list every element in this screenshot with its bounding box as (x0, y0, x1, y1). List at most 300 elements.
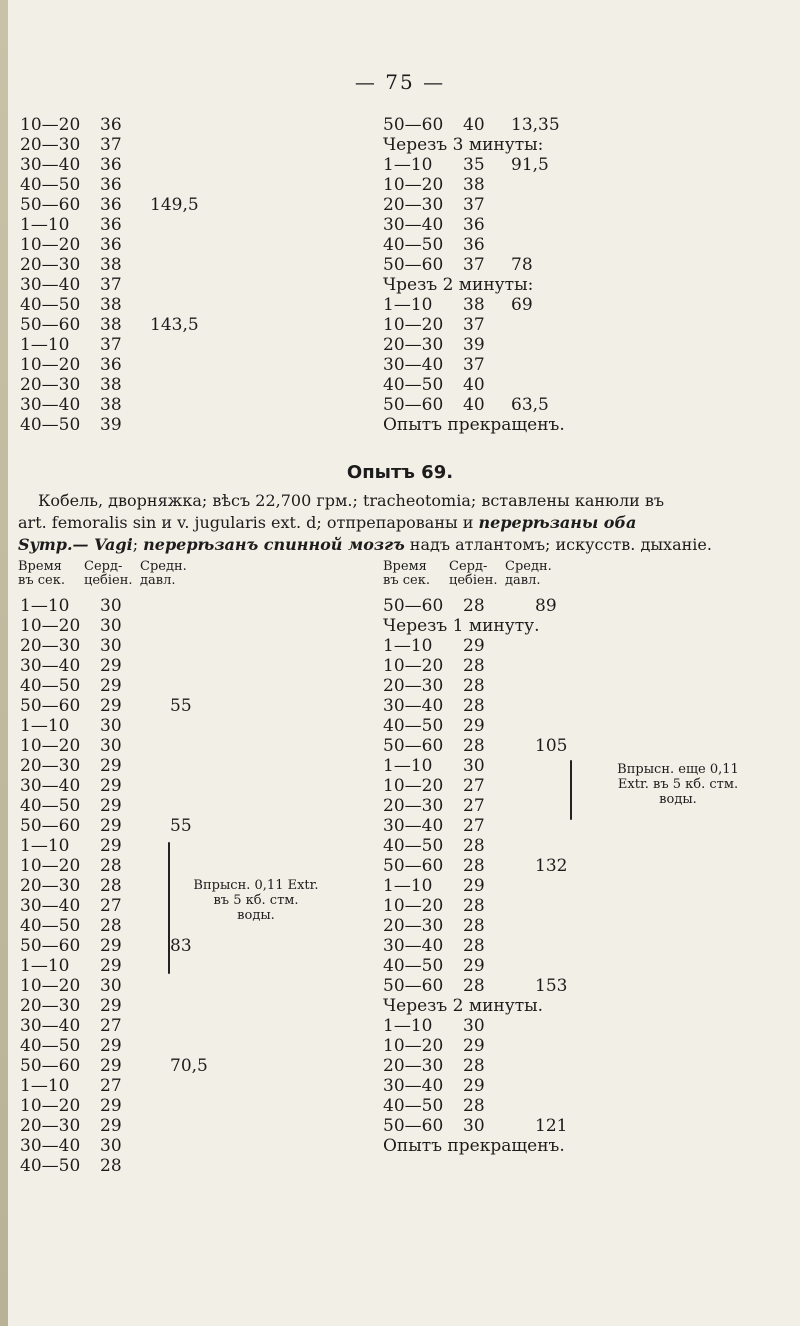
heart-cell: 30 (100, 976, 122, 996)
heart-cell: 29 (463, 1036, 485, 1056)
time-cell: 1—10 (20, 1076, 70, 1096)
time-cell: 10—20 (20, 1096, 81, 1116)
table-row (383, 155, 571, 175)
time-cell: 1—10 (20, 335, 70, 355)
top-left-table (20, 115, 210, 435)
time-cell: 40—50 (20, 1156, 81, 1176)
note-row (383, 1136, 595, 1156)
heart-cell: 28 (463, 1056, 485, 1076)
table-row (20, 315, 210, 335)
injection-right-line-2: Extr. въ 5 кб. стм. (617, 777, 739, 792)
heart-cell: 37 (463, 315, 485, 335)
note-text: Опытъ прекращенъ. (383, 415, 565, 435)
heart-cell: 36 (463, 215, 485, 235)
heart-cell: 29 (100, 1036, 122, 1056)
table-row (20, 936, 230, 956)
injection-note-right (578, 762, 778, 807)
table-row (383, 876, 595, 896)
table-row (383, 375, 571, 395)
pressure-cell: 13,35 (511, 115, 560, 135)
pressure-cell: 78 (511, 255, 533, 275)
heart-cell: 40 (463, 115, 485, 135)
description-line-2 (18, 512, 790, 534)
heart-cell: 28 (463, 656, 485, 676)
injection-note-left (176, 878, 336, 923)
heart-cell: 38 (463, 295, 485, 315)
time-cell: 1—10 (383, 155, 433, 175)
heart-cell: 39 (100, 415, 122, 435)
table-row (20, 856, 230, 876)
bottom-right-table (383, 596, 595, 1156)
time-cell: 50—60 (20, 1056, 81, 1076)
table-row (383, 716, 595, 736)
time-cell: 30—40 (20, 275, 81, 295)
heart-cell: 27 (463, 816, 485, 836)
table-row (383, 856, 595, 876)
heart-cell: 37 (100, 275, 122, 295)
description-line-3b: ; (132, 535, 144, 554)
heart-cell: 29 (463, 956, 485, 976)
time-cell: 50—60 (383, 596, 444, 616)
time-cell: 40—50 (20, 916, 81, 936)
heart-cell: 29 (100, 776, 122, 796)
note-row (383, 135, 571, 155)
heart-cell: 29 (100, 1056, 122, 1076)
heart-cell: 29 (100, 996, 122, 1016)
injection-left-line-3: воды. (237, 908, 275, 923)
pressure-cell: 83 (170, 936, 192, 956)
column-headers-left-row-2 (18, 574, 187, 588)
heart-cell: 38 (100, 375, 122, 395)
heart-cell: 29 (100, 816, 122, 836)
table-row (20, 355, 210, 375)
heart-cell: 36 (463, 235, 485, 255)
time-cell: 10—20 (20, 355, 81, 375)
table-row (20, 736, 230, 756)
time-cell: 30—40 (383, 355, 444, 375)
description-line-2a: art. femoralis sin и v. jugularis ext. d; отпрепарованы и (18, 513, 479, 532)
table-row (20, 1036, 230, 1056)
time-cell: 20—30 (20, 135, 81, 155)
heart-cell: 37 (463, 355, 485, 375)
heart-cell: 36 (100, 195, 122, 215)
time-cell: 50—60 (20, 696, 81, 716)
heart-cell: 29 (100, 656, 122, 676)
time-cell: 50—60 (383, 736, 444, 756)
table-row (20, 175, 210, 195)
time-cell: 20—30 (20, 756, 81, 776)
time-cell: 20—30 (383, 335, 444, 355)
heart-cell: 38 (100, 395, 122, 415)
heart-cell: 30 (100, 716, 122, 736)
heart-cell: 35 (463, 155, 485, 175)
table-row (383, 175, 571, 195)
pressure-cell: 69 (511, 295, 533, 315)
heart-cell: 28 (463, 676, 485, 696)
time-cell: 10—20 (20, 115, 81, 135)
time-cell: 10—20 (383, 1036, 444, 1056)
time-cell: 30—40 (20, 776, 81, 796)
time-cell: 40—50 (20, 295, 81, 315)
time-cell: 20—30 (383, 1056, 444, 1076)
time-cell: 40—50 (383, 235, 444, 255)
time-cell: 20—30 (20, 255, 81, 275)
heart-cell: 28 (463, 836, 485, 856)
heart-cell: 28 (463, 896, 485, 916)
pressure-cell: 105 (535, 736, 568, 756)
heart-cell: 30 (100, 1136, 122, 1156)
heart-cell: 27 (100, 1016, 122, 1036)
heart-cell: 29 (100, 1096, 122, 1116)
time-cell: 40—50 (20, 415, 81, 435)
pressure-cell: 63,5 (511, 395, 549, 415)
table-row (383, 335, 571, 355)
time-cell: 10—20 (383, 776, 444, 796)
heart-cell: 37 (463, 195, 485, 215)
heart-cell: 29 (100, 796, 122, 816)
table-row (20, 1136, 230, 1156)
table-row (383, 636, 595, 656)
note-text: Черезъ 2 минуты. (383, 996, 544, 1016)
column-headers-left-row-1 (18, 560, 187, 574)
page-number: — 75 — (354, 70, 446, 94)
heart-cell: 27 (100, 1076, 122, 1096)
time-cell: 30—40 (383, 215, 444, 235)
pressure-cell: 55 (170, 696, 192, 716)
table-row (20, 375, 210, 395)
time-cell: 1—10 (20, 836, 70, 856)
time-cell: 10—20 (20, 856, 81, 876)
description-line-3a: Symp.— Vagi (18, 535, 133, 554)
table-row (383, 696, 595, 716)
header-heart-sub: цебіен. (449, 573, 498, 588)
table-row (383, 1116, 595, 1136)
header-pressure-sub: давл. (505, 573, 541, 588)
table-row (383, 976, 595, 996)
heart-cell: 29 (100, 936, 122, 956)
injection-right-line-3: воды. (659, 792, 697, 807)
heart-cell: 40 (463, 395, 485, 415)
header-pressure: Средн. (505, 559, 552, 574)
heart-cell: 39 (463, 335, 485, 355)
table-row (383, 776, 595, 796)
time-cell: 20—30 (20, 1116, 81, 1136)
time-cell: 10—20 (20, 616, 81, 636)
pressure-cell: 143,5 (150, 315, 199, 335)
description-line-3 (18, 534, 790, 556)
heart-cell: 30 (100, 596, 122, 616)
heart-cell: 28 (463, 696, 485, 716)
heart-cell: 29 (463, 636, 485, 656)
time-cell: 30—40 (20, 896, 81, 916)
table-row (20, 796, 230, 816)
note-row (383, 616, 595, 636)
pressure-cell: 121 (535, 1116, 568, 1136)
heart-cell: 30 (463, 756, 485, 776)
time-cell: 30—40 (20, 1016, 81, 1036)
heart-cell: 28 (463, 856, 485, 876)
note-text: Черезъ 3 минуты: (383, 135, 544, 155)
table-row (20, 195, 210, 215)
heart-cell: 30 (100, 736, 122, 756)
table-row (20, 415, 210, 435)
time-cell: 1—10 (383, 636, 433, 656)
column-headers-left (18, 560, 187, 588)
heart-cell: 27 (463, 776, 485, 796)
pressure-cell: 55 (170, 816, 192, 836)
time-cell: 30—40 (20, 395, 81, 415)
heart-cell: 36 (100, 175, 122, 195)
brace-right (570, 760, 572, 820)
time-cell: 10—20 (383, 175, 444, 195)
table-row (20, 1096, 230, 1116)
time-cell: 10—20 (383, 896, 444, 916)
heart-cell: 28 (463, 976, 485, 996)
pressure-cell: 149,5 (150, 195, 199, 215)
heart-cell: 28 (100, 1156, 122, 1176)
description-line-1: Кобель, дворняжка; вѣсъ 22,700 грм.; tracheotomia; вставлены канюли въ (38, 491, 665, 510)
brace-left (168, 842, 170, 974)
table-row (20, 676, 230, 696)
heart-cell: 27 (463, 796, 485, 816)
time-cell: 40—50 (383, 1096, 444, 1116)
column-headers-right (383, 560, 552, 588)
table-row (20, 816, 230, 836)
table-row (383, 1096, 595, 1116)
note-text: Опытъ прекращенъ. (383, 1136, 565, 1156)
table-row (20, 115, 210, 135)
time-cell: 50—60 (383, 255, 444, 275)
page-edge-shadow (0, 0, 8, 1326)
table-row (20, 255, 210, 275)
header-time-sub: въ сек. (383, 573, 430, 588)
experiment-description (18, 490, 790, 556)
table-row (20, 656, 230, 676)
table-row (383, 1036, 595, 1056)
time-cell: 20—30 (20, 876, 81, 896)
header-heart: Серд- (449, 559, 488, 574)
table-row (383, 315, 571, 335)
time-cell: 40—50 (20, 1036, 81, 1056)
header-heart-sub: цебіен. (84, 573, 133, 588)
heart-cell: 38 (100, 255, 122, 275)
table-row (20, 776, 230, 796)
heart-cell: 36 (100, 355, 122, 375)
time-cell: 40—50 (383, 375, 444, 395)
table-row (383, 355, 571, 375)
table-row (383, 295, 571, 315)
table-row (383, 816, 595, 836)
heart-cell: 29 (100, 836, 122, 856)
time-cell: 40—50 (20, 676, 81, 696)
heart-cell: 38 (100, 315, 122, 335)
table-row (20, 155, 210, 175)
table-row (383, 596, 595, 616)
time-cell: 30—40 (20, 1136, 81, 1156)
time-cell: 30—40 (383, 696, 444, 716)
time-cell: 1—10 (20, 956, 70, 976)
heart-cell: 29 (100, 696, 122, 716)
table-row (20, 756, 230, 776)
column-headers-right-row-1 (383, 560, 552, 574)
time-cell: 10—20 (20, 976, 81, 996)
table-row (20, 956, 230, 976)
heart-cell: 30 (463, 1016, 485, 1036)
pressure-cell: 153 (535, 976, 568, 996)
time-cell: 20—30 (20, 375, 81, 395)
time-cell: 30—40 (20, 656, 81, 676)
time-cell: 40—50 (383, 836, 444, 856)
table-row (383, 796, 595, 816)
column-headers-right-row-2 (383, 574, 552, 588)
injection-left-line-2: въ 5 кб. стм. (213, 893, 299, 908)
table-row (20, 275, 210, 295)
time-cell: 30—40 (383, 816, 444, 836)
time-cell: 50—60 (20, 816, 81, 836)
table-row (20, 215, 210, 235)
time-cell: 1—10 (383, 876, 433, 896)
heart-cell: 30 (463, 1116, 485, 1136)
time-cell: 10—20 (20, 736, 81, 756)
table-row (20, 1016, 230, 1036)
header-time: Время (383, 559, 427, 574)
injection-right-line-1: Впрысн. еще 0,11 (617, 762, 739, 777)
heart-cell: 37 (100, 335, 122, 355)
table-row (20, 135, 210, 155)
time-cell: 1—10 (383, 756, 433, 776)
time-cell: 10—20 (20, 235, 81, 255)
time-cell: 1—10 (20, 215, 70, 235)
table-row (20, 295, 210, 315)
table-row (383, 956, 595, 976)
heart-cell: 28 (463, 596, 485, 616)
time-cell: 1—10 (20, 596, 70, 616)
table-row (383, 115, 571, 135)
table-row (383, 215, 571, 235)
header-pressure-sub: давл. (140, 573, 176, 588)
heart-cell: 28 (463, 916, 485, 936)
table-row (383, 936, 595, 956)
heart-cell: 29 (463, 716, 485, 736)
heart-cell: 30 (100, 636, 122, 656)
heart-cell: 29 (100, 676, 122, 696)
time-cell: 20—30 (383, 676, 444, 696)
time-cell: 1—10 (383, 1016, 433, 1036)
table-row (20, 836, 230, 856)
time-cell: 50—60 (20, 936, 81, 956)
heart-cell: 40 (463, 375, 485, 395)
heart-cell: 29 (463, 1076, 485, 1096)
heart-cell: 36 (100, 115, 122, 135)
table-row (20, 696, 230, 716)
table-row (20, 1076, 230, 1096)
time-cell: 30—40 (20, 155, 81, 175)
note-row (383, 415, 571, 435)
table-row (383, 255, 571, 275)
table-row (20, 716, 230, 736)
heart-cell: 38 (463, 175, 485, 195)
table-row (383, 1076, 595, 1096)
time-cell: 40—50 (20, 796, 81, 816)
time-cell: 20—30 (383, 916, 444, 936)
note-text: Чрезъ 2 минуты: (383, 275, 534, 295)
heart-cell: 29 (100, 956, 122, 976)
heart-cell: 28 (100, 856, 122, 876)
time-cell: 10—20 (383, 315, 444, 335)
table-row (20, 1156, 230, 1176)
time-cell: 1—10 (383, 295, 433, 315)
heart-cell: 36 (100, 235, 122, 255)
time-cell: 50—60 (383, 856, 444, 876)
table-row (20, 1116, 230, 1136)
time-cell: 50—60 (20, 195, 81, 215)
time-cell: 10—20 (383, 656, 444, 676)
table-row (20, 235, 210, 255)
table-row (20, 395, 210, 415)
heart-cell: 28 (463, 1096, 485, 1116)
experiment-heading: Опытъ 69. (346, 462, 454, 483)
time-cell: 50—60 (383, 115, 444, 135)
time-cell: 20—30 (383, 796, 444, 816)
table-row (383, 896, 595, 916)
table-row (20, 976, 230, 996)
heart-cell: 28 (100, 916, 122, 936)
time-cell: 50—60 (20, 315, 81, 335)
table-row (383, 235, 571, 255)
pressure-cell: 89 (535, 596, 557, 616)
heart-cell: 28 (463, 936, 485, 956)
table-row (383, 736, 595, 756)
note-row (383, 996, 595, 1016)
table-row (383, 395, 571, 415)
table-row (20, 335, 210, 355)
description-line-3c: перерѣзанъ спинной мозгъ (143, 535, 405, 554)
heart-cell: 37 (463, 255, 485, 275)
time-cell: 50—60 (383, 395, 444, 415)
table-row (383, 676, 595, 696)
header-time: Время (18, 559, 62, 574)
heart-cell: 36 (100, 155, 122, 175)
table-row (383, 1016, 595, 1036)
table-row (20, 996, 230, 1016)
time-cell: 50—60 (383, 976, 444, 996)
time-cell: 20—30 (20, 636, 81, 656)
table-row (20, 1056, 230, 1076)
heart-cell: 28 (463, 736, 485, 756)
header-pressure: Средн. (140, 559, 187, 574)
time-cell: 1—10 (20, 716, 70, 736)
heart-cell: 38 (100, 295, 122, 315)
heart-cell: 37 (100, 135, 122, 155)
time-cell: 20—30 (383, 195, 444, 215)
top-right-table (383, 115, 571, 435)
table-row (383, 1056, 595, 1076)
time-cell: 20—30 (20, 996, 81, 1016)
heart-cell: 29 (100, 1116, 122, 1136)
description-line-3d: надъ атлантомъ; искусств. дыханіе. (404, 535, 712, 554)
note-row (383, 275, 571, 295)
time-cell: 30—40 (383, 1076, 444, 1096)
heart-cell: 29 (463, 876, 485, 896)
heart-cell: 36 (100, 215, 122, 235)
table-row (383, 836, 595, 856)
table-row (383, 656, 595, 676)
time-cell: 50—60 (383, 1116, 444, 1136)
heart-cell: 30 (100, 616, 122, 636)
heart-cell: 27 (100, 896, 122, 916)
pressure-cell: 132 (535, 856, 568, 876)
injection-left-line-1: Впрысн. 0,11 Extr. (193, 878, 319, 893)
